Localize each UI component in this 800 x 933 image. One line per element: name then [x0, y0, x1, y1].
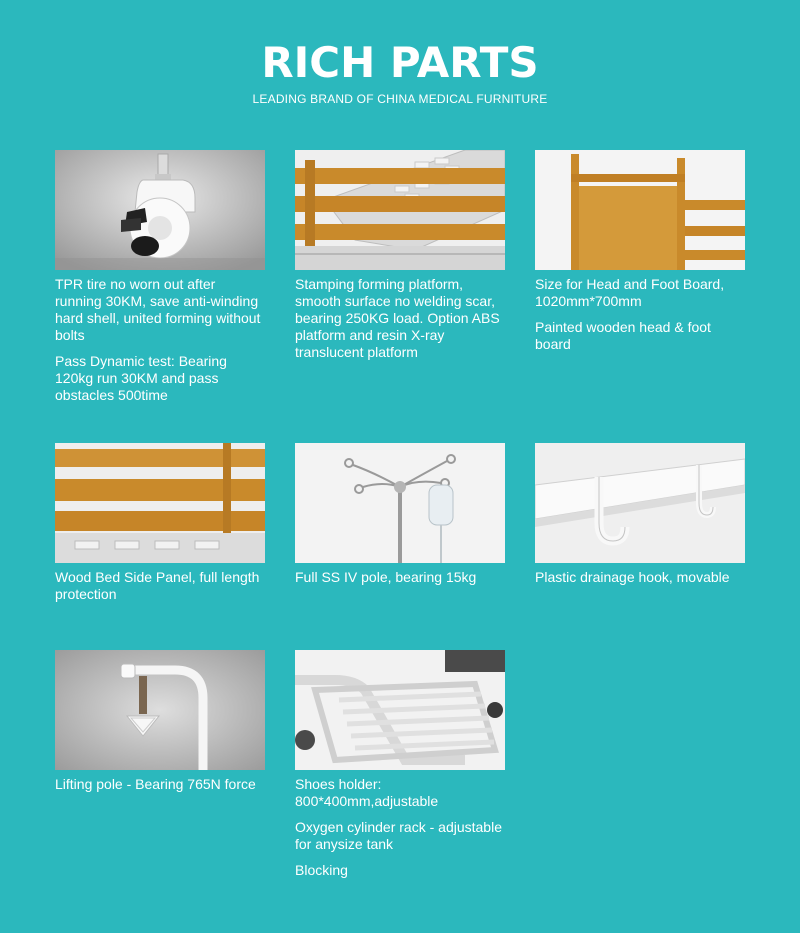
iv-pole-caption-1: Full SS IV pole, bearing 15kg	[295, 569, 477, 585]
shoes-holder-caption-3: Blocking	[295, 862, 348, 878]
shoes-holder-photo	[295, 650, 505, 770]
side-panel-caption-1: Wood Bed Side Panel, full length protection	[55, 569, 260, 602]
headboard-caption-2: Painted wooden head & foot board	[535, 319, 711, 352]
caster-caption-1: TPR tire no worn out after running 30KM, save anti-winding hard shell, united forming without bolts	[55, 276, 261, 343]
part-card-lifting-pole	[55, 650, 265, 802]
hook-caption-1: Plastic drainage hook, movable	[535, 569, 730, 585]
platform-caption-1: Stamping forming platform, smooth surface no welding scar, bearing 250KG load. Option ABS platform and resin X-ray translucent platform	[295, 276, 500, 360]
drainage-hook-photo	[535, 443, 745, 563]
page-subtitle: LEADING BRAND OF CHINA MEDICAL FURNITURE	[252, 92, 548, 106]
shoes-holder-caption-1: Shoes holder: 800*400mm,adjustable	[295, 776, 439, 809]
part-card-iv-pole	[295, 443, 505, 595]
wood-side-panel-photo	[55, 443, 265, 563]
part-card-platform	[295, 150, 505, 370]
iv-pole-photo	[295, 443, 505, 563]
head-foot-board-photo	[535, 150, 745, 270]
part-card-side-panel	[55, 443, 265, 612]
headboard-caption-1: Size for Head and Foot Board, 1020mm*700mm	[535, 276, 725, 309]
caster-caption-2: Pass Dynamic test: Bearing 120kg run 30KM and pass obstacles 500time	[55, 353, 227, 403]
part-card-caster	[55, 150, 265, 413]
part-card-headboard	[535, 150, 745, 362]
lifting-pole-photo	[55, 650, 265, 770]
page-title: RICH PARTS	[261, 38, 539, 87]
bed-platform-photo	[295, 150, 505, 270]
part-card-hook	[535, 443, 745, 595]
caster-wheel-photo	[55, 150, 265, 270]
shoes-holder-caption-2: Oxygen cylinder rack - adjustable for anysize tank	[295, 819, 502, 852]
lifting-pole-caption-1: Lifting pole - Bearing 765N force	[55, 776, 256, 792]
part-card-shoes-holder	[295, 650, 505, 888]
